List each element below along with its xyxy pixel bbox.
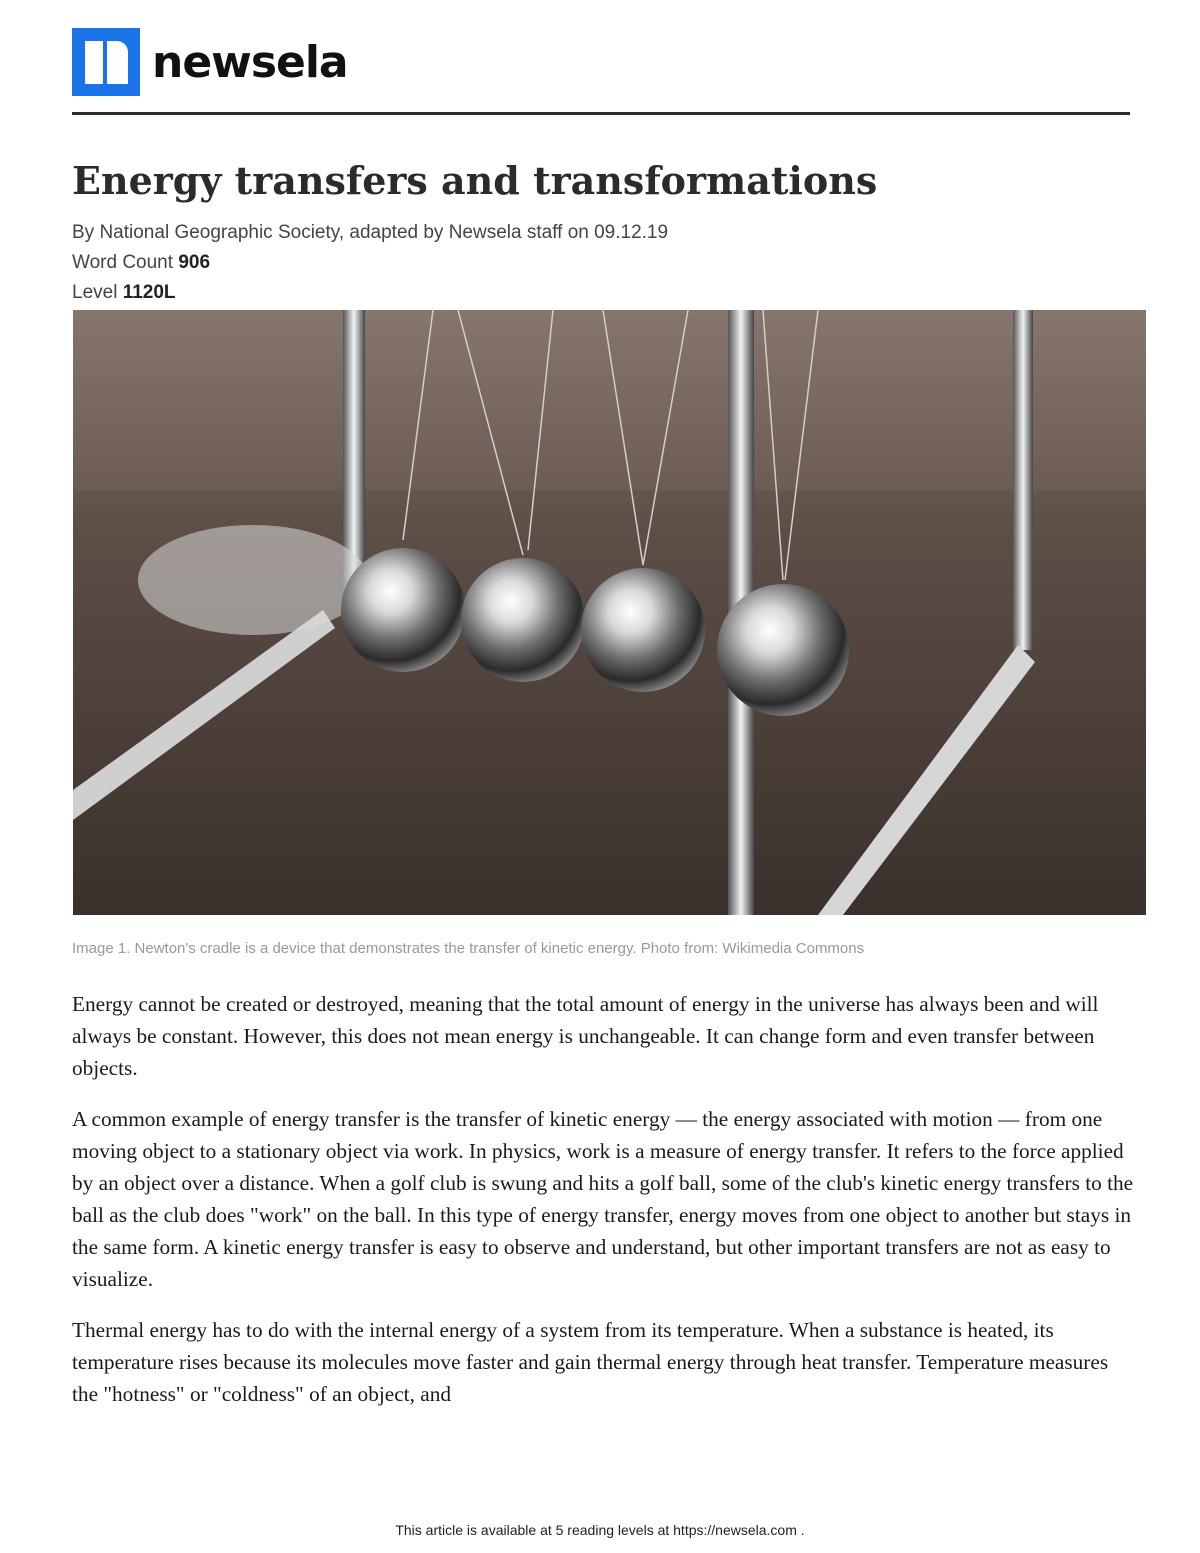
article-paragraph: Energy cannot be created or destroyed, meaning that the total amount of energy in the universe has always been and will always be constant. However, this does not mean energy is unchangeable. It can change form and even transfer between objects. bbox=[72, 992, 1099, 1080]
article-paragraph: Thermal energy has to do with the internal energy of a system from its temperature. When a substance is heated, its temperature rises because its molecules move faster and gain thermal energy through heat transfer. Temperature measures the "hotness" or "coldness" of an object, and bbox=[72, 1318, 1109, 1406]
article-title: Energy transfers and transformations bbox=[72, 158, 878, 203]
reading-level bbox=[72, 282, 176, 304]
reading-level-value: 1120L bbox=[122, 282, 176, 303]
word-count-value: 906 bbox=[178, 252, 211, 273]
header-divider bbox=[72, 112, 1130, 115]
article-paragraph: A common example of energy transfer is the transfer of kinetic energy — the energy associated with motion — from one moving object to a stationary object via work. In physics, work is a measure of energy transfer. It refers to the force applied by an object over a distance. When a golf club is swung and hits a golf ball, some of the club's kinetic energy transfers to the ball as the club does "work" on the ball. In this type of energy transfer, energy moves from one object to another but stays in the same form. A kinetic energy transfer is easy to observe and understand, but other important transfers are not as easy to visualize. bbox=[72, 1107, 1134, 1291]
image-caption: Image 1. Newton's cradle is a device that demonstrates the transfer of kinetic energy. Photo from: Wikimedia Commons bbox=[72, 940, 865, 957]
word-count bbox=[72, 252, 210, 274]
article-byline: By National Geographic Society, adapted by Newsela staff on 09.12.19 bbox=[72, 222, 669, 243]
reading-level-label: Level bbox=[72, 282, 118, 303]
newsela-logo bbox=[72, 28, 348, 96]
brand-name: newsela bbox=[152, 36, 348, 88]
newsela-logo-icon bbox=[72, 28, 140, 96]
newtons-cradle-photo bbox=[73, 310, 1146, 915]
page-footer: This article is available at 5 reading levels at https://newsela.com . bbox=[395, 1522, 805, 1538]
word-count-label: Word Count bbox=[72, 252, 174, 273]
article-body bbox=[72, 988, 1137, 1429]
